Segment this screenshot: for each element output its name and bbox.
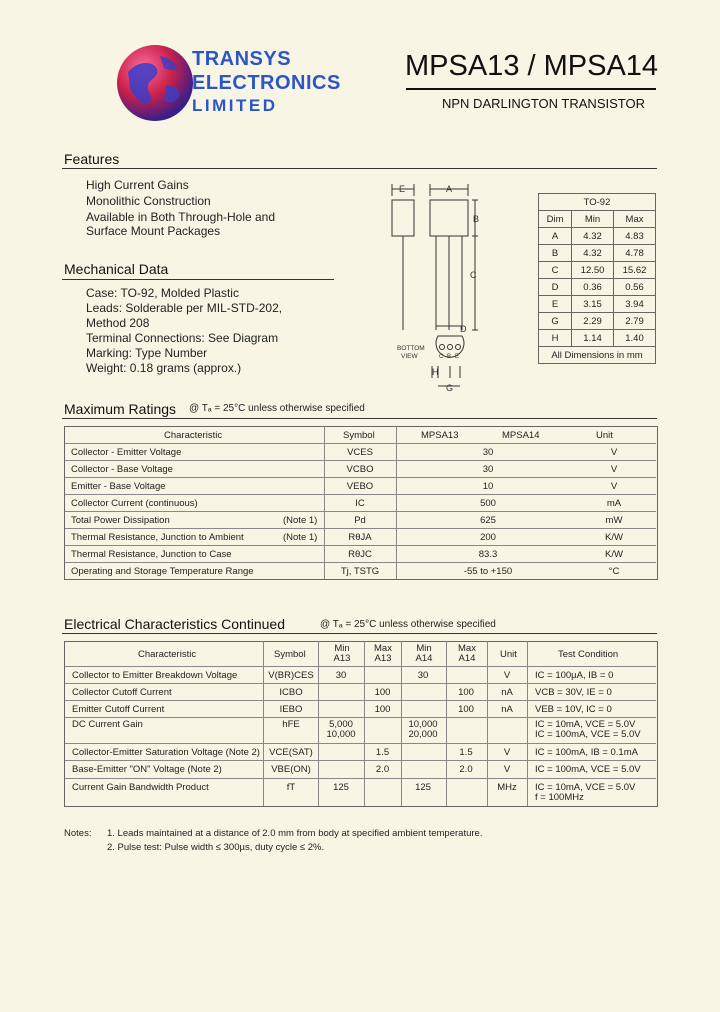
note-2: 2. Pulse test: Pulse width ≤ 300µs, duty cycle ≤ 2%.	[107, 842, 325, 853]
test-condition-cell: IC = 100mA, VCE = 5.0V	[535, 764, 641, 775]
col-header: Min A13	[333, 643, 351, 664]
cell: 1.14	[572, 330, 614, 347]
unit-cell: V	[610, 464, 618, 475]
cell: 15.62	[614, 262, 656, 279]
table-row	[539, 245, 656, 262]
title-divider	[406, 88, 656, 90]
col-header: Characteristic	[164, 430, 223, 441]
company-name-line1: TRANSYS	[192, 48, 292, 70]
mechanical-rule	[62, 279, 334, 280]
grid-line	[65, 683, 656, 684]
unit-cell: V	[503, 670, 511, 681]
test-condition-cell: IC = 10mA, VCE = 5.0V f = 100MHz	[535, 782, 636, 803]
bottom-view-label: BOTTOM	[397, 345, 425, 352]
col-header: Unit	[596, 430, 613, 441]
unit-cell: K/W	[605, 532, 623, 543]
characteristic-cell: Current Gain Bandwidth Product	[72, 782, 209, 793]
characteristic-cell: Collector Current (continuous)	[71, 498, 198, 509]
unit-cell: V	[503, 764, 511, 775]
package-header: Dim	[539, 211, 572, 228]
value-cell: 500	[480, 498, 496, 509]
package-header: Min	[572, 211, 614, 228]
package-header: Max	[614, 211, 656, 228]
characteristic-cell: Base-Emitter "ON" Voltage (Note 2)	[72, 764, 222, 775]
cell: 4.32	[572, 228, 614, 245]
grid-line	[396, 426, 397, 579]
globe-logo-icon	[114, 42, 196, 124]
dim-label-b: B	[473, 214, 480, 224]
symbol-cell: VCE(SAT)	[269, 747, 313, 758]
characteristic-cell: DC Current Gain	[72, 719, 143, 730]
company-name-line2: ELECTRONICS	[192, 72, 341, 94]
col-header: Min A14	[415, 643, 433, 664]
dim-label-e: E	[399, 184, 406, 194]
package-footer: All Dimensions in mm	[539, 347, 656, 364]
col-header: Max A14	[458, 643, 476, 664]
dim-label-h: H	[432, 367, 439, 377]
table-row	[539, 279, 656, 296]
grid-line	[65, 760, 656, 761]
col-header: MPSA14	[502, 430, 540, 441]
col-header: Characteristic	[138, 649, 197, 660]
cell: 0.36	[572, 279, 614, 296]
characteristic-cell: Collector to Emitter Breakdown Voltage	[72, 670, 238, 681]
max-a14-cell: 100	[458, 687, 474, 698]
cell: 4.32	[572, 245, 614, 262]
grid-line	[324, 426, 325, 579]
value-cell: 30	[482, 464, 494, 475]
table-row	[539, 228, 656, 245]
max-a14-cell: 100	[458, 704, 474, 715]
view-label: VIEW	[401, 353, 418, 360]
unit-cell: K/W	[605, 549, 623, 560]
value-cell: 30	[482, 447, 494, 458]
electrical-heading: Electrical Characteristics Continued	[64, 616, 285, 632]
dim-label-c: C	[470, 270, 477, 280]
note-1: 1. Leads maintained at a distance of 2.0 mm from body at specified ambient temperature.	[107, 828, 483, 839]
characteristic-cell: Collector Cutoff Current	[72, 687, 172, 698]
grid-line	[65, 545, 656, 546]
note-cell: (Note 1)	[283, 532, 318, 543]
pin-label: E	[455, 354, 460, 360]
col-header: MPSA13	[421, 430, 459, 441]
table-row	[539, 262, 656, 279]
feature-item: Available in Both Through-Hole and	[86, 210, 276, 224]
grid-line	[65, 700, 656, 701]
cell: C	[539, 262, 572, 279]
characteristic-cell: Total Power Dissipation	[71, 515, 170, 526]
characteristic-cell: Emitter Cutoff Current	[72, 704, 165, 715]
package-dimensions-table	[538, 193, 656, 364]
mechanical-item: Terminal Connections: See Diagram	[86, 331, 279, 345]
dim-label-d: D	[460, 324, 467, 334]
value-cell: 10	[482, 481, 494, 492]
symbol-cell: IEBO	[279, 704, 303, 715]
mechanical-heading: Mechanical Data	[64, 261, 169, 277]
test-condition-cell: IC = 100mA, IB = 0.1mA	[535, 747, 638, 758]
symbol-cell: Tj, TSTG	[340, 566, 380, 577]
grid-line	[65, 743, 656, 744]
grid-line	[65, 460, 656, 461]
value-cell: 83.3	[478, 549, 498, 560]
test-condition-cell: IC = 100µA, IB = 0	[535, 670, 614, 681]
unit-cell: °C	[608, 566, 620, 577]
max-ratings-rule	[62, 418, 657, 419]
min-a13-cell: 5,000 10,000	[326, 719, 356, 740]
dim-label-a: A	[446, 184, 453, 194]
max-a14-cell: 2.0	[459, 764, 473, 775]
characteristic-cell: Thermal Resistance, Junction to Ambient	[71, 532, 244, 543]
cell: D	[539, 279, 572, 296]
test-condition-cell: VEB = 10V, IC = 0	[535, 704, 612, 715]
min-a14-cell: 10,000 20,000	[408, 719, 438, 740]
max-ratings-condition: @ Tₐ = 25°C unless otherwise specified	[189, 403, 365, 414]
symbol-cell: VEBO	[346, 481, 374, 492]
mechanical-item: Leads: Solderable per MIL-STD-202,	[86, 301, 283, 315]
table-row	[539, 313, 656, 330]
mechanical-item: Case: TO-92, Molded Plastic	[86, 286, 239, 300]
grid-line	[65, 778, 656, 779]
col-header: Test Condition	[558, 649, 619, 660]
pin-label: C	[439, 354, 444, 360]
cell: 1.40	[614, 330, 656, 347]
unit-cell: nA	[501, 704, 513, 715]
value-cell: -55 to +150	[463, 566, 513, 577]
symbol-cell: Pd	[354, 515, 366, 526]
features-list	[86, 178, 275, 238]
characteristic-cell: Operating and Storage Temperature Range	[71, 566, 254, 577]
cell: 3.15	[572, 296, 614, 313]
unit-cell: V	[503, 747, 511, 758]
unit-cell: V	[610, 481, 618, 492]
cell: 2.79	[614, 313, 656, 330]
symbol-cell: VBE(ON)	[271, 764, 311, 775]
symbol-cell: VCES	[347, 447, 373, 458]
grid-line	[65, 562, 656, 563]
mechanical-item: Method 208	[86, 316, 150, 330]
feature-item: High Current Gains	[86, 178, 189, 192]
feature-item: Monolithic Construction	[86, 194, 211, 208]
cell: 0.56	[614, 279, 656, 296]
mechanical-list	[86, 286, 282, 376]
unit-cell: V	[610, 447, 618, 458]
symbol-cell: RθJC	[348, 549, 372, 560]
characteristic-cell: Collector - Emitter Voltage	[71, 447, 182, 458]
test-condition-cell: IC = 10mA, VCE = 5.0V IC = 100mA, VCE = 5.0V	[535, 719, 641, 740]
symbol-cell: ICBO	[279, 687, 303, 698]
test-condition-cell: VCB = 30V, IE = 0	[535, 687, 612, 698]
unit-cell: mA	[606, 498, 622, 509]
features-heading: Features	[64, 151, 120, 167]
grid-line	[65, 717, 656, 718]
value-cell: 625	[480, 515, 496, 526]
to92-package-diagram	[380, 180, 510, 395]
col-header: Symbol	[343, 430, 375, 441]
mechanical-item: Marking: Type Number	[86, 346, 208, 360]
table-row	[539, 296, 656, 313]
grid-line	[65, 477, 656, 478]
min-a14-cell: 30	[417, 670, 429, 681]
package-title: TO-92	[539, 194, 656, 211]
device-subtitle: NPN DARLINGTON TRANSISTOR	[442, 96, 645, 111]
symbol-cell: V(BR)CES	[268, 670, 314, 681]
dim-label-g: G	[446, 383, 454, 393]
unit-cell: nA	[501, 687, 513, 698]
grid-line	[65, 443, 656, 444]
cell: 3.94	[614, 296, 656, 313]
max-a13-cell: 2.0	[375, 764, 390, 775]
features-rule	[62, 168, 657, 169]
feature-item: Surface Mount Packages	[86, 224, 221, 238]
cell: B	[539, 245, 572, 262]
value-cell: 200	[480, 532, 496, 543]
electrical-condition: @ Tₐ = 25°C unless otherwise specified	[320, 619, 496, 630]
unit-cell: mW	[605, 515, 623, 526]
grid-line	[65, 666, 656, 667]
symbol-cell: RθJA	[348, 532, 372, 543]
max-a13-cell: 1.5	[375, 747, 390, 758]
table-row	[539, 330, 656, 347]
max-ratings-heading: Maximum Ratings	[64, 401, 177, 417]
min-a13-cell: 30	[335, 670, 347, 681]
notes-label: Notes:	[64, 828, 92, 839]
cell: G	[539, 313, 572, 330]
cell: 4.78	[614, 245, 656, 262]
mechanical-item: Weight: 0.18 grams (approx.)	[86, 361, 242, 375]
cell: 2.29	[572, 313, 614, 330]
cell: H	[539, 330, 572, 347]
symbol-cell: fT	[286, 782, 296, 793]
grid-line	[65, 528, 656, 529]
col-header: Symbol	[274, 649, 306, 660]
max-a13-cell: 100	[374, 687, 391, 698]
symbol-cell: IC	[355, 498, 365, 509]
cell: 4.83	[614, 228, 656, 245]
max-a13-cell: 100	[374, 704, 391, 715]
pin-label: B	[447, 354, 452, 360]
cell: A	[539, 228, 572, 245]
characteristic-cell: Thermal Resistance, Junction to Case	[71, 549, 232, 560]
characteristic-cell: Collector - Base Voltage	[71, 464, 173, 475]
col-header: Unit	[500, 649, 517, 660]
note-cell: (Note 1)	[283, 515, 318, 526]
unit-cell: MHz	[497, 782, 517, 793]
symbol-cell: VCBO	[346, 464, 374, 475]
min-a14-cell: 125	[415, 782, 431, 793]
max-a14-cell: 1.5	[459, 747, 473, 758]
cell: E	[539, 296, 572, 313]
min-a13-cell: 125	[333, 782, 349, 793]
company-name-line3: LIMITED	[192, 96, 278, 115]
cell: 12.50	[572, 262, 614, 279]
part-number: MPSA13 / MPSA14	[405, 50, 659, 82]
characteristic-cell: Emitter - Base Voltage	[71, 481, 166, 492]
grid-line	[65, 494, 656, 495]
electrical-rule	[62, 633, 657, 634]
grid-line	[65, 511, 656, 512]
characteristic-cell: Collector-Emitter Saturation Voltage (Note 2)	[72, 747, 260, 758]
col-header: Max A13	[374, 643, 392, 664]
symbol-cell: hFE	[282, 719, 300, 730]
